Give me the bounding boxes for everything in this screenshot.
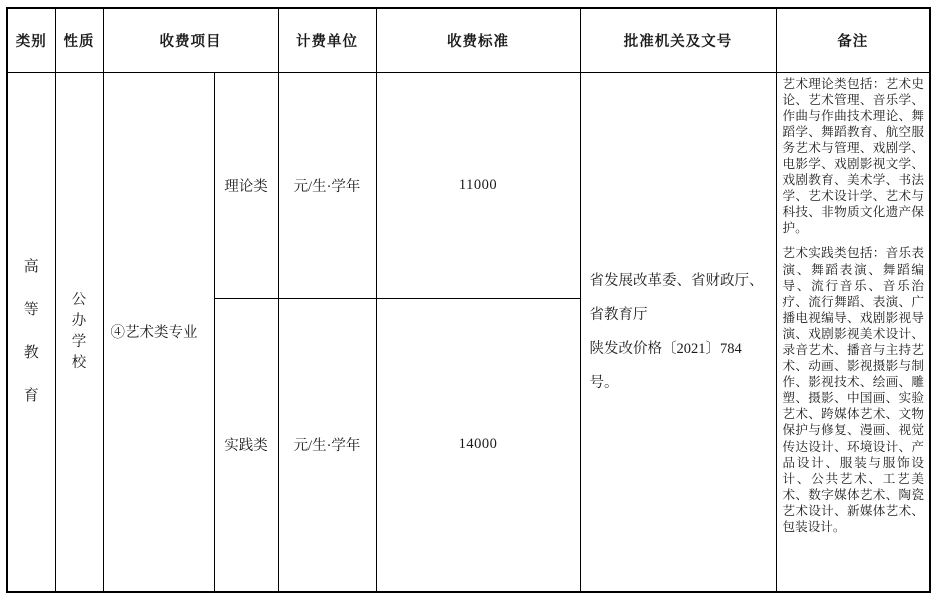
remarks-practice-paragraph: 艺术实践类包括：音乐表演、舞蹈表演、舞蹈编导、流行音乐、音乐治疗、流行舞蹈、表演、广播电视编导、戏剧影视导演、戏剧影视美术设计、录音艺术、播音与主持艺术、动画、影视摄影与制作、影视技术、绘画、雕塑、摄影、中国画、实验艺术、跨媒体艺术、文物保护与修复、漫画、视觉传达设计、环境设计、产品设计、服装与服饰设计、公共艺术、工艺美术、数字媒体艺术、陶瓷艺术设计、新媒体艺术、包装设计。 [782, 246, 924, 535]
header-fee-item: 收费项目 [103, 8, 278, 72]
category-char: 等 [23, 301, 39, 318]
header-approval: 批准机关及文号 [580, 8, 776, 72]
cell-subtype-practice: 实践类 [214, 298, 278, 592]
approval-document-number: 陕发改价格〔2021〕784号。 [589, 340, 742, 391]
header-nature: 性质 [55, 8, 103, 72]
header-remarks: 备注 [776, 8, 930, 72]
header-category: 类别 [7, 8, 55, 72]
cell-unit-theory: 元/生·学年 [278, 72, 376, 298]
cell-remarks [776, 72, 930, 592]
cell-fee-item: ④艺术类专业 [103, 72, 214, 592]
cell-standard-theory: 11000 [376, 72, 580, 298]
category-char: 高 [23, 258, 39, 275]
nature-char: 学 [71, 333, 87, 350]
cell-category [7, 72, 55, 592]
category-char: 育 [23, 387, 39, 404]
header-fee-standard: 收费标准 [376, 8, 580, 72]
cell-unit-practice: 元/生·学年 [278, 298, 376, 592]
category-vertical-label [8, 246, 55, 418]
category-char: 教 [23, 344, 39, 361]
cell-approval [580, 72, 776, 592]
nature-char: 公 [71, 291, 87, 308]
cell-subtype-theory: 理论类 [214, 72, 278, 298]
nature-char: 校 [71, 354, 87, 371]
cell-standard-practice: 14000 [376, 298, 580, 592]
nature-vertical-label [56, 290, 103, 374]
cell-nature [55, 72, 103, 592]
nature-char: 办 [71, 312, 87, 329]
header-billing-unit: 计费单位 [278, 8, 376, 72]
fee-standard-table [6, 7, 931, 593]
table-header-row [7, 8, 930, 72]
remarks-theory-paragraph: 艺术理论类包括：艺术史论、艺术管理、音乐学、作曲与作曲技术理论、舞蹈学、舞蹈教育、航空服务艺术与管理、戏剧学、电影学、戏剧影视文学、戏剧教育、美术学、书法学、艺术设计学、艺术与科技、非物质文化遗产保护。 [782, 76, 924, 236]
approval-authority: 省发展改革委、省财政厅、省教育厅 [589, 272, 764, 323]
table-row-theory [7, 72, 930, 298]
